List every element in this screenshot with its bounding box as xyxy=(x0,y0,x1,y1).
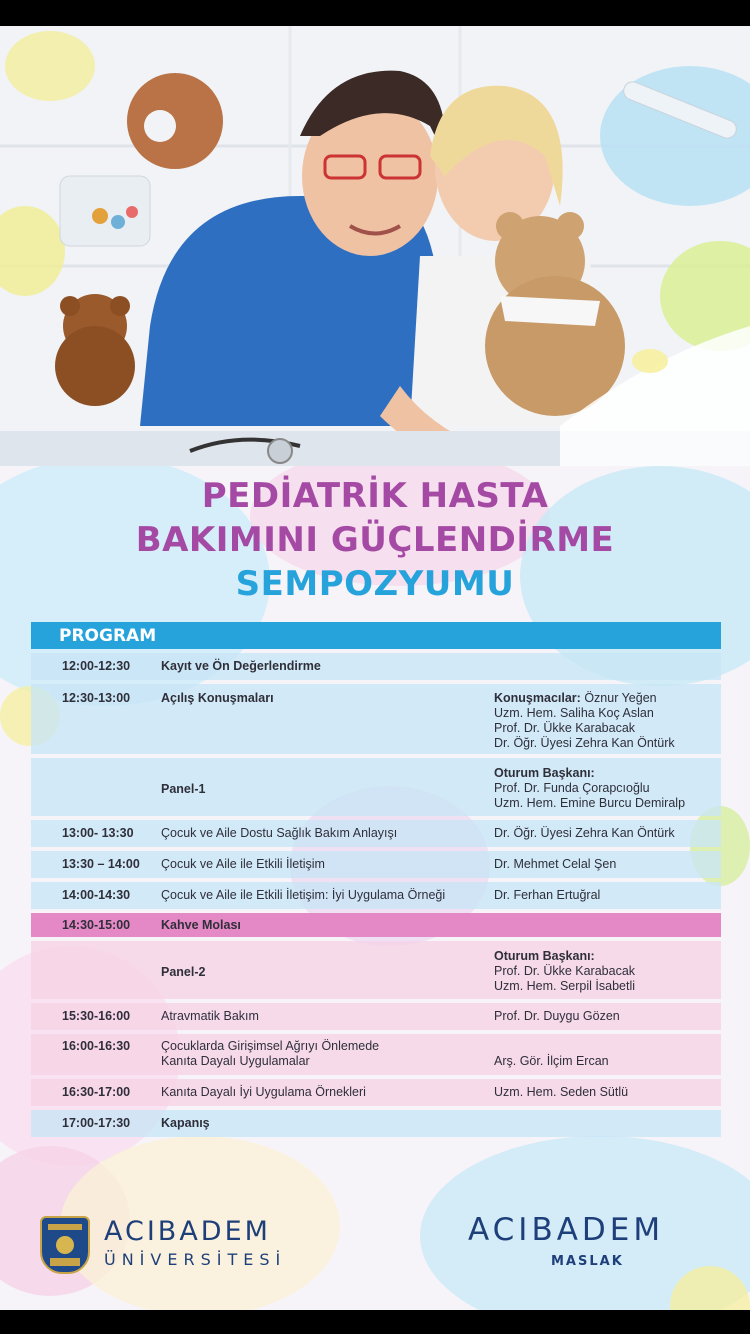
speaker: Öznur Yeğen xyxy=(584,691,657,705)
speaker: Prof. Dr. Duygu Gözen xyxy=(494,1009,620,1023)
row-speakers xyxy=(494,949,635,994)
logo-right-name: ACIBADEM xyxy=(468,1212,665,1248)
nurse-and-child-illustration xyxy=(0,26,750,466)
speaker: Dr. Öğr. Üyesi Zehra Kan Öntürk xyxy=(494,826,675,840)
speaker: Uzm. Hem. Seden Sütlü xyxy=(494,1085,629,1099)
row-topic-line-2: Kanıta Dayalı Uygulamalar xyxy=(161,1054,310,1068)
speaker: Dr. Ferhan Ertuğral xyxy=(494,888,601,902)
row-topic: Atravmatik Bakım xyxy=(161,1009,259,1023)
speaker: Dr. Mehmet Celal Şen xyxy=(494,857,617,871)
table-row xyxy=(31,1110,721,1137)
row-time: 17:00-17:30 xyxy=(62,1116,131,1130)
acibadem-maslak-logo xyxy=(460,1212,710,1272)
row-topic: Çocuk ve Aile ile Etkili İletişim: İyi Uygulama Örneği xyxy=(161,888,446,902)
acibadem-university-logo xyxy=(40,1214,287,1280)
row-time: 13:00- 13:30 xyxy=(62,826,134,840)
row-time: 15:30-16:00 xyxy=(62,1009,131,1023)
program-table xyxy=(31,622,721,1141)
bottom-bar xyxy=(0,1310,750,1334)
speaker-label: Konuşmacılar: xyxy=(494,691,581,705)
row-speakers xyxy=(494,766,685,811)
table-row xyxy=(31,653,721,680)
symposium-poster xyxy=(0,26,750,1310)
table-row xyxy=(31,684,721,754)
table-row xyxy=(31,1079,721,1106)
row-speakers xyxy=(494,691,675,751)
speaker: Prof. Dr. Ükke Karabacak xyxy=(494,964,636,978)
speaker: Arş. Gör. İlçim Ercan xyxy=(494,1054,609,1068)
row-time: 14:00-14:30 xyxy=(62,888,131,902)
row-time: 16:00-16:30 xyxy=(62,1039,131,1053)
row-time: 12:30-13:00 xyxy=(62,691,131,705)
table-row xyxy=(31,820,721,847)
row-time: 16:30-17:00 xyxy=(62,1085,131,1099)
title-line-1: PEDİATRİK HASTA xyxy=(201,476,549,516)
row-time: 14:30-15:00 xyxy=(62,918,131,932)
row-topic: Kapanış xyxy=(161,1116,210,1130)
title-line-3: SEMPOZYUMU xyxy=(235,564,515,604)
table-row xyxy=(31,1003,721,1030)
table-row-break xyxy=(31,913,721,937)
table-row xyxy=(31,941,721,999)
row-topic: Çocuk ve Aile Dostu Sağlık Bakım Anlayışı xyxy=(161,826,398,840)
speaker: Uzm. Hem. Serpil İsabetli xyxy=(494,979,636,993)
speaker: Dr. Öğr. Üyesi Zehra Kan Öntürk xyxy=(494,736,675,750)
table-row xyxy=(31,882,721,909)
university-crest-icon xyxy=(40,1216,90,1274)
logo-left-sub: ÜNİVERSİTESİ xyxy=(104,1250,287,1269)
row-topic: Çocuk ve Aile ile Etkili İletişim xyxy=(161,857,325,871)
status-bar xyxy=(0,0,750,26)
row-topic: Kahve Molası xyxy=(161,918,241,932)
speaker: Prof. Dr. Funda Çorapcıoğlu xyxy=(494,781,650,795)
row-time: 13:30 – 14:00 xyxy=(62,857,140,871)
speaker-label: Oturum Başkanı: xyxy=(494,766,595,780)
table-row xyxy=(31,758,721,816)
speaker: Uzm. Hem. Emine Burcu Demiralp xyxy=(494,796,686,810)
speaker: Prof. Dr. Ükke Karabacak xyxy=(494,721,636,735)
logo-right-sub: MASLAK xyxy=(551,1254,624,1269)
program-header: PROGRAM xyxy=(31,622,721,649)
row-topic: Çocuklarda Girişimsel Ağrıyı Önlemede xyxy=(161,1039,380,1053)
row-topic: Kanıta Dayalı İyi Uygulama Örnekleri xyxy=(161,1085,366,1099)
title-line-2: BAKIMINI GÜÇLENDİRME xyxy=(135,520,615,560)
logo-left-name: ACIBADEM xyxy=(104,1216,271,1247)
hero-photo xyxy=(0,26,750,466)
table-row xyxy=(31,851,721,878)
table-row xyxy=(31,1034,721,1075)
row-topic: Panel-1 xyxy=(161,782,206,796)
speaker: Uzm. Hem. Saliha Koç Aslan xyxy=(494,706,654,720)
row-topic: Açılış Konuşmaları xyxy=(161,691,274,705)
row-topic: Panel-2 xyxy=(161,965,206,979)
row-topic: Kayıt ve Ön Değerlendirme xyxy=(161,659,321,673)
speaker-label: Oturum Başkanı: xyxy=(494,949,595,963)
row-time: 12:00-12:30 xyxy=(62,659,131,673)
